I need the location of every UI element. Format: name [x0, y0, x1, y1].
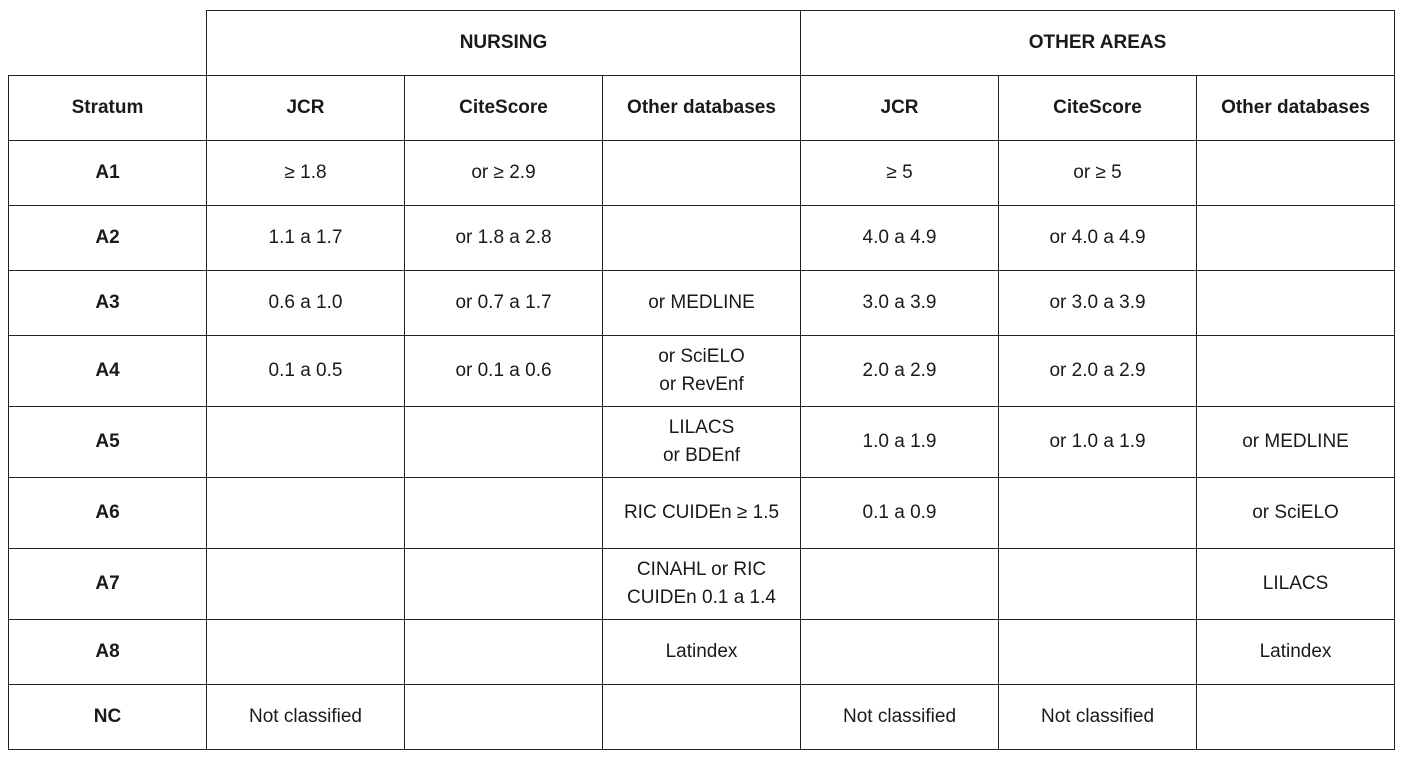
table-cell: or 1.0 a 1.9 — [999, 407, 1197, 478]
group-header-row — [9, 11, 1395, 76]
table-row — [9, 271, 1395, 336]
table-cell — [603, 336, 801, 407]
stratum-cell: A7 — [9, 549, 207, 620]
table-cell — [999, 549, 1197, 620]
table-cell — [603, 549, 801, 620]
table-cell — [207, 549, 405, 620]
cell-text: or SciELO or RevEnf — [658, 346, 745, 395]
table-cell: or MEDLINE — [1197, 407, 1395, 478]
column-header-nursing-citescore: CiteScore — [405, 76, 603, 141]
group-header-other-areas: OTHER AREAS — [801, 11, 1395, 76]
table-cell — [999, 478, 1197, 549]
table-cell — [1197, 336, 1395, 407]
stratum-cell: A1 — [9, 141, 207, 206]
column-header-other-other-databases: Other databases — [1197, 76, 1395, 141]
table-cell: 0.1 a 0.9 — [801, 478, 999, 549]
table-cell: 1.0 a 1.9 — [801, 407, 999, 478]
table-cell — [1197, 141, 1395, 206]
table-row — [9, 141, 1395, 206]
table-cell — [207, 478, 405, 549]
stratum-cell: A4 — [9, 336, 207, 407]
table-cell — [207, 407, 405, 478]
column-header-nursing-jcr: JCR — [207, 76, 405, 141]
cell-text: LILACS or BDEnf — [662, 417, 741, 466]
table-row — [9, 336, 1395, 407]
table-cell: 4.0 a 4.9 — [801, 206, 999, 271]
table-cell: 2.0 a 2.9 — [801, 336, 999, 407]
column-header-other-citescore: CiteScore — [999, 76, 1197, 141]
table-cell: LILACS — [1197, 549, 1395, 620]
table-row — [9, 478, 1395, 549]
table-cell: or ≥ 2.9 — [405, 141, 603, 206]
table-cell: or MEDLINE — [603, 271, 801, 336]
table-cell: or 0.1 a 0.6 — [405, 336, 603, 407]
column-header-other-jcr: JCR — [801, 76, 999, 141]
table-cell — [1197, 685, 1395, 750]
table-cell: ≥ 1.8 — [207, 141, 405, 206]
table-cell — [405, 478, 603, 549]
column-header-stratum: Stratum — [9, 76, 207, 141]
table-cell — [207, 620, 405, 685]
group-header-nursing: NURSING — [207, 11, 801, 76]
table-cell: or ≥ 5 — [999, 141, 1197, 206]
table-cell: Not classified — [207, 685, 405, 750]
table-cell — [603, 685, 801, 750]
table-cell: or SciELO — [1197, 478, 1395, 549]
table-cell: ≥ 5 — [801, 141, 999, 206]
table-cell — [999, 620, 1197, 685]
column-header-nursing-other-databases: Other databases — [603, 76, 801, 141]
stratum-cell: NC — [9, 685, 207, 750]
table-row — [9, 685, 1395, 750]
table-cell — [801, 549, 999, 620]
table-cell — [801, 620, 999, 685]
table-cell — [1197, 206, 1395, 271]
stratum-cell: A2 — [9, 206, 207, 271]
table-cell: 0.1 a 0.5 — [207, 336, 405, 407]
table-cell: 0.6 a 1.0 — [207, 271, 405, 336]
table-cell: Latindex — [603, 620, 801, 685]
stratum-cell: A6 — [9, 478, 207, 549]
table-cell — [405, 407, 603, 478]
table-row — [9, 407, 1395, 478]
table-cell: or 0.7 a 1.7 — [405, 271, 603, 336]
table-cell — [603, 141, 801, 206]
table-cell: or 3.0 a 3.9 — [999, 271, 1197, 336]
table-cell: or 4.0 a 4.9 — [999, 206, 1197, 271]
table-cell: Not classified — [801, 685, 999, 750]
cell-text: CINAHL or RIC CUIDEn 0.1 a 1.4 — [627, 559, 776, 608]
empty-corner-cell — [9, 11, 207, 76]
stratum-cell: A8 — [9, 620, 207, 685]
strata-classification-table — [8, 10, 1395, 750]
table-cell: 3.0 a 3.9 — [801, 271, 999, 336]
table-cell: RIC CUIDEn ≥ 1.5 — [603, 478, 801, 549]
table-cell — [603, 407, 801, 478]
table-row — [9, 549, 1395, 620]
table-row — [9, 206, 1395, 271]
table-cell: or 1.8 a 2.8 — [405, 206, 603, 271]
table-cell: Not classified — [999, 685, 1197, 750]
table-cell — [405, 620, 603, 685]
stratum-cell: A5 — [9, 407, 207, 478]
table-cell — [405, 685, 603, 750]
table-cell: Latindex — [1197, 620, 1395, 685]
table-cell: or 2.0 a 2.9 — [999, 336, 1197, 407]
table-cell — [603, 206, 801, 271]
stratum-cell: A3 — [9, 271, 207, 336]
table-cell: 1.1 a 1.7 — [207, 206, 405, 271]
table-cell — [1197, 271, 1395, 336]
table-row — [9, 620, 1395, 685]
table-cell — [405, 549, 603, 620]
column-header-row — [9, 76, 1395, 141]
